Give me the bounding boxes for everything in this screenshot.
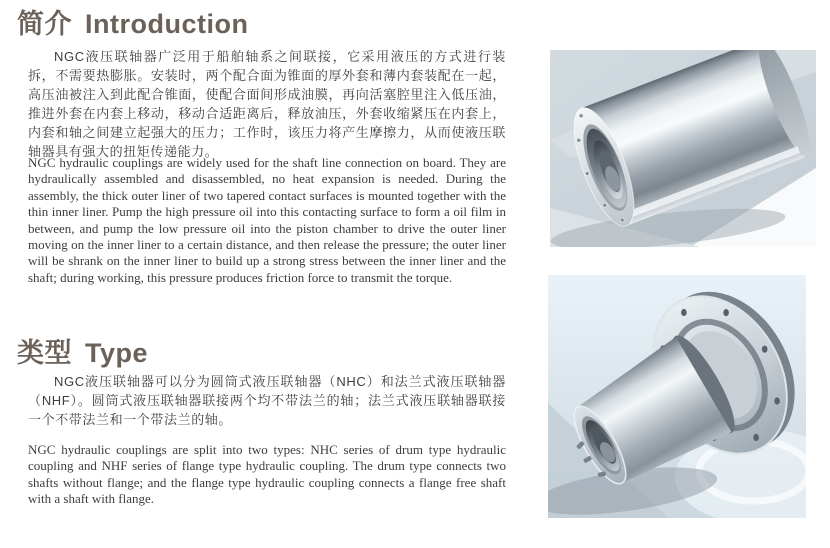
introduction-paragraph-english: NGC hydraulic couplings are widely used for the shaft line connection on board. They are hydraulically assembled and disassembled, no heat expansion is needed. During the assembly, the thick outer liner of two tapered contact surfaces is mounted together with the thin inner liner. Pump the high pressure oil into this contacting surface to form a oil film in between, and pump the low pressure oil into the piston chamber to drive the outer liner moving on the inner liner to a certain distance, and then release the pressure; the outer liner will be shrank on the inner liner to build up a strong stress between the inner liner and the shaft; during working, this pressure produces friction force to transmit the torque. xyxy=(28,155,506,285)
heading-introduction-zh: 简介 xyxy=(17,9,72,39)
section-heading-type xyxy=(17,331,148,370)
heading-type-en: Type xyxy=(85,338,149,368)
heading-introduction-en: Introduction xyxy=(85,9,249,39)
heading-type-zh: 类型 xyxy=(17,338,72,368)
flange-coupling-render xyxy=(548,275,806,518)
drum-type-coupling-image xyxy=(550,50,816,247)
type-paragraph-english: NGC hydraulic couplings are split into two types: NHC series of drum type hydraulic coupling and NHF series of flange type hydraulic coupling. The drum type connects two shafts without flange; and the flange type hydraulic coupling connects a flange free shaft with a shaft with flange. xyxy=(28,442,506,507)
introduction-paragraph-chinese: NGC液压联轴器广泛用于船舶轴系之间联接，它采用液压的方式进行装拆，不需要热膨胀。安装时，两个配合面为锥面的厚外套和薄内套装配在一起，高压油被注入到此配合锥面，使配合面间形成油膜，再向活塞腔里注入低压油，推进外套在内套上移动，移动合适距离后，释放油压，外套收缩紧压在内套上，内套和轴之间建立起强大的压力；工作时，该压力将产生摩擦力，从而使液压联轴器具有强大的扭矩传递能力。 xyxy=(28,49,506,159)
flange-type-coupling-image xyxy=(548,275,806,518)
section-heading-introduction xyxy=(17,2,248,41)
type-paragraph-chinese: NGC液压联轴器可以分为圆筒式液压联轴器（NHC）和法兰式液压联轴器（NHF）。圆筒式液压联轴器联接两个均不带法兰的轴；法兰式液压联轴器联接一个不带法兰和一个带法兰的轴。 xyxy=(28,374,506,427)
drum-coupling-render xyxy=(550,50,816,247)
